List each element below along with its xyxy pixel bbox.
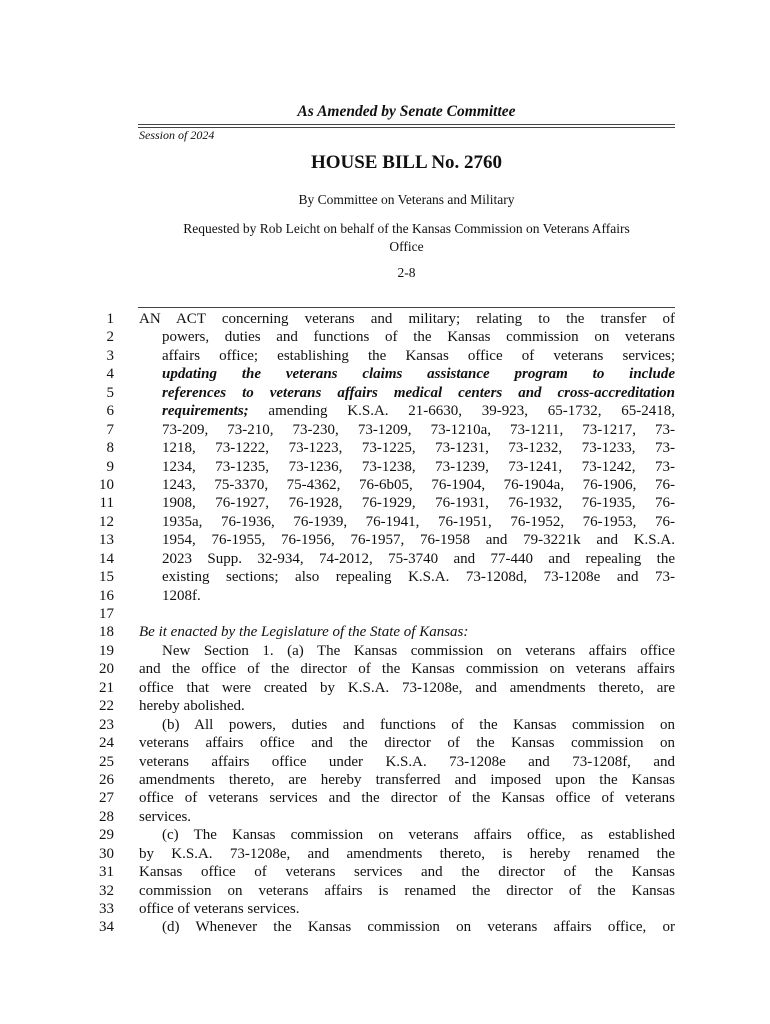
line-text: (b) All powers, duties and functions of the Kansas commission on <box>162 716 675 733</box>
line-number: 7 <box>106 421 114 438</box>
line-number: 31 <box>99 864 114 881</box>
line-number: 23 <box>99 716 114 733</box>
line-text-amended: references to veterans affairs medical centers and cross-accreditation <box>162 384 675 401</box>
text-line <box>0 642 770 660</box>
line-text: 1208f. <box>162 587 201 604</box>
amended-text: requirements; <box>162 403 249 420</box>
line-number: 15 <box>99 569 114 586</box>
line-text-amended: updating the veterans claims assistance program to include <box>162 366 675 383</box>
text-line <box>0 458 770 476</box>
line-number: 1 <box>106 311 114 327</box>
text-line <box>0 328 770 346</box>
line-text: office of veterans services. <box>139 901 300 917</box>
requested-line-1: Requested by Rob Leicht on behalf of the Kansas Commission on Veterans Affairs <box>183 221 630 236</box>
text-line <box>0 918 770 936</box>
text-line <box>0 310 770 328</box>
line-number: 13 <box>99 532 114 549</box>
requested-line-2: Office <box>389 239 424 254</box>
text-line <box>0 789 770 807</box>
text-line <box>0 679 770 697</box>
text-line <box>0 347 770 365</box>
line-text: amendments thereto, are hereby transferred and imposed upon the Kansas <box>139 771 675 788</box>
text-line <box>0 900 770 918</box>
text-line <box>0 605 770 623</box>
body-rule <box>138 307 675 308</box>
text-line <box>0 771 770 789</box>
line-text-rest: amending K.S.A. 21-6630, 39-923, 65-1732, 65-2418, <box>248 403 675 420</box>
text-line <box>0 753 770 771</box>
text-line <box>0 384 770 402</box>
line-number: 27 <box>99 790 114 807</box>
line-text: office that were created by K.S.A. 73-1208e, and amendments thereto, are <box>139 679 675 696</box>
line-number: 11 <box>99 495 114 512</box>
text-line <box>0 845 770 863</box>
text-line <box>0 882 770 900</box>
line-number: 32 <box>99 882 114 899</box>
line-text: existing sections; also repealing K.S.A. 73-1208d, 73-1208e and 73- <box>162 569 675 586</box>
line-text: Kansas office of veterans services and the director of the Kansas <box>139 864 675 881</box>
line-text: (c) The Kansas commission on veterans affairs office, as established <box>162 827 675 844</box>
line-number: 16 <box>99 587 114 604</box>
text-line <box>0 863 770 881</box>
enacting-clause: Be it enacted by the Legislature of the State of Kansas: <box>139 624 469 641</box>
line-number: 4 <box>106 366 114 383</box>
line-number: 14 <box>99 550 114 567</box>
line-number: 22 <box>99 698 114 715</box>
bill-date: 2-8 <box>397 265 416 280</box>
line-number: 25 <box>99 753 114 770</box>
text-line <box>0 494 770 512</box>
text-line <box>0 808 770 826</box>
line-text: 1908, 76-1927, 76-1928, 76-1929, 76-1931, 76-1932, 76-1935, 76- <box>162 495 675 512</box>
line-text: 73-209, 73-210, 73-230, 73-1209, 73-1210a, 73-1211, 73-1217, 73- <box>162 421 675 438</box>
text-line <box>0 697 770 715</box>
line-number: 2 <box>106 329 114 346</box>
line-text: veterans affairs office under K.S.A. 73-1208e and 73-1208f, and <box>139 753 675 770</box>
line-text: 1935a, 76-1936, 76-1939, 76-1941, 76-1951, 76-1952, 76-1953, 76- <box>162 513 675 530</box>
requested-by <box>138 220 675 256</box>
line-number: 33 <box>99 901 114 917</box>
line-number: 3 <box>106 347 114 364</box>
header-rule-double <box>138 127 675 128</box>
line-text: 1954, 76-1955, 76-1956, 76-1957, 76-1958 and 79-3221k and K.S.A. <box>162 532 675 549</box>
line-number: 6 <box>106 403 114 420</box>
text-line <box>0 587 770 605</box>
text-line <box>0 623 770 641</box>
line-number: 34 <box>99 919 114 936</box>
line-text: office of veterans services and the director of the Kansas office of veterans <box>139 790 675 807</box>
line-text: commission on veterans affairs is renamed the director of the Kansas <box>139 882 675 899</box>
line-number: 12 <box>99 513 114 530</box>
line-number: 10 <box>99 476 114 493</box>
text-line <box>0 439 770 457</box>
line-text: veterans affairs office and the director of the Kansas commission on <box>139 735 675 752</box>
line-number: 20 <box>99 661 114 678</box>
line-text: powers, duties and functions of the Kansas commission on veterans <box>162 329 675 346</box>
line-text: hereby abolished. <box>139 698 245 715</box>
line-text: 1218, 73-1222, 73-1223, 73-1225, 73-1231, 73-1232, 73-1233, 73- <box>162 440 675 457</box>
line-text: 2023 Supp. 32-934, 74-2012, 75-3740 and 77-440 and repealing the <box>162 550 675 567</box>
text-line <box>0 660 770 678</box>
line-text <box>139 605 675 623</box>
line-text: 1243, 75-3370, 75-4362, 76-6b05, 76-1904, 76-1904a, 76-1906, 76- <box>162 476 675 493</box>
line-text: by K.S.A. 73-1208e, and amendments thereto, is hereby renamed the <box>139 845 675 862</box>
text-line <box>0 513 770 531</box>
session-label: Session of 2024 <box>139 128 215 142</box>
line-number: 18 <box>99 624 114 641</box>
line-text: 1234, 73-1235, 73-1236, 73-1238, 73-1239, 73-1241, 73-1242, 73- <box>162 458 675 475</box>
line-number: 24 <box>99 735 114 752</box>
line-number: 30 <box>99 845 114 862</box>
line-number: 21 <box>99 679 114 696</box>
line-number: 9 <box>106 458 114 475</box>
line-number: 28 <box>99 808 114 825</box>
line-text: AN ACT concerning veterans and military; relating to the transfer of <box>139 311 675 327</box>
line-number: 29 <box>99 827 114 844</box>
text-line <box>0 568 770 586</box>
text-line <box>0 531 770 549</box>
amended-heading: As Amended by Senate Committee <box>297 103 516 120</box>
text-line <box>0 365 770 383</box>
line-number: 8 <box>106 440 114 457</box>
line-text: New Section 1. (a) The Kansas commission on veterans affairs office <box>162 642 675 659</box>
line-number: 17 <box>99 606 114 622</box>
committee-line: By Committee on Veterans and Military <box>298 192 515 207</box>
text-line <box>0 734 770 752</box>
text-line <box>0 716 770 734</box>
text-line <box>0 402 770 420</box>
line-text: affairs office; establishing the Kansas office of veterans services; <box>162 347 675 364</box>
bill-body <box>0 310 770 937</box>
text-line <box>0 421 770 439</box>
line-text <box>162 402 675 420</box>
line-text: and the office of the director of the Kansas commission on veterans affairs <box>139 661 675 678</box>
line-number: 5 <box>106 384 114 401</box>
line-text: services. <box>139 808 192 825</box>
line-text: (d) Whenever the Kansas commission on veterans affairs office, or <box>162 919 675 936</box>
bill-title: HOUSE BILL No. 2760 <box>310 152 503 173</box>
text-line <box>0 550 770 568</box>
text-line <box>0 476 770 494</box>
text-line <box>0 826 770 844</box>
line-number: 26 <box>99 771 114 788</box>
header-rule <box>138 124 675 125</box>
line-number: 19 <box>99 642 114 659</box>
